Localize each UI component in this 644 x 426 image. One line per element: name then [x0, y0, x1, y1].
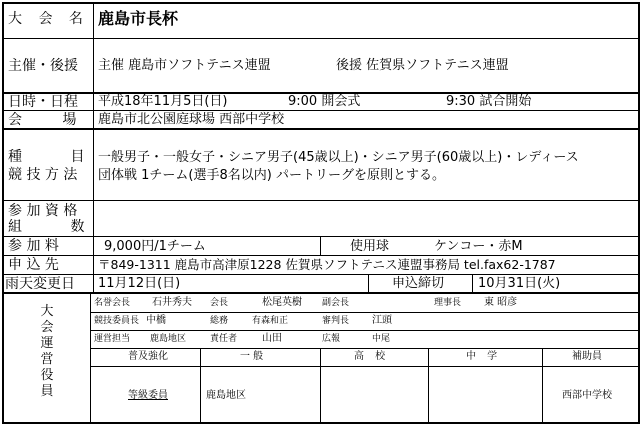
- grid-col-4: [542, 348, 543, 422]
- grid-header-general: 一 般: [240, 351, 264, 362]
- director-name: 東 昭彦: [484, 297, 518, 308]
- label-divider: [93, 2, 94, 292]
- schedule-start: 9:30 試合開始: [446, 94, 532, 109]
- venue-value: 鹿島市北公園庭球場 西部中学校: [98, 112, 285, 127]
- officials-rule-c: [90, 348, 640, 349]
- competition-chief-name: 中橋: [146, 315, 166, 326]
- grid-header-high-school: 高 校: [354, 351, 386, 362]
- events-label: 種 目: [8, 149, 85, 165]
- operations-value: 鹿島地区: [150, 334, 187, 344]
- pr-name: 中尾: [372, 334, 391, 344]
- organizer-label: 主催・後援: [8, 58, 78, 74]
- apply-label: 申 込 先: [8, 257, 59, 273]
- border-left: [2, 2, 4, 424]
- fee-label: 参 加 料: [8, 238, 59, 254]
- grid-header-assistants: 補助員: [572, 351, 602, 362]
- rain-divider: [368, 274, 369, 292]
- rule-1: [2, 38, 640, 39]
- rule-4: [2, 128, 640, 130]
- responsible-name: 山田: [262, 333, 282, 344]
- grid-header-promotion: 普及強化: [128, 351, 168, 362]
- border-right: [638, 2, 640, 424]
- grid-general-value: 鹿島地区: [206, 390, 246, 401]
- groups-label: 組 数: [8, 219, 85, 235]
- pr-label: 広報: [322, 334, 341, 344]
- officials-rule-d: [90, 366, 640, 367]
- deadline-label: 申込締切: [392, 276, 445, 291]
- border-bottom: [2, 422, 640, 424]
- rule-5: [2, 200, 640, 201]
- border-top: [2, 2, 640, 4]
- referee-chief-label: 審判長: [322, 316, 350, 326]
- rule-8: [2, 274, 640, 275]
- rule-3: [2, 110, 640, 111]
- rule-6: [2, 236, 640, 237]
- chair-label: 名誉会長: [94, 298, 131, 308]
- organizer-sponsor: 後援 佐賀県ソフトテニス連盟: [336, 58, 509, 73]
- responsible-label: 責任者: [210, 334, 238, 344]
- general-affairs-label: 総務: [210, 316, 229, 326]
- venue-label: 会 場: [8, 112, 77, 128]
- organizer-host: 主催 鹿島市ソフトテニス連盟: [98, 58, 271, 73]
- events-line2: 団体戦 1チーム(選手8名以内) パートリーグを原則とする。: [98, 168, 445, 183]
- president-name: 松尾英樹: [262, 297, 302, 308]
- general-affairs-name: 有森和正: [252, 316, 289, 326]
- grid-col-2: [320, 348, 321, 422]
- tournament-label: 大 会 名: [8, 11, 83, 27]
- grid-header-junior-high: 中 学: [466, 351, 498, 362]
- ball-value: ケンコー・赤M: [434, 239, 523, 254]
- operations-label: 運営担当: [94, 334, 131, 344]
- schedule-open: 9:00 開会式: [288, 94, 361, 109]
- tournament-name: 鹿島市長杯: [98, 9, 179, 28]
- competition-chief-label: 競技委員長: [94, 316, 140, 326]
- rain-label: 雨天変更日: [5, 276, 75, 292]
- officials-rule-b: [90, 330, 640, 331]
- president-label: 会長: [210, 298, 229, 308]
- rule-7: [2, 255, 640, 256]
- chair-name: 石井秀夫: [152, 297, 192, 308]
- officials-rule-a: [90, 312, 640, 313]
- deadline-value: 10月31日(火): [478, 276, 561, 291]
- deadline-divider: [472, 274, 473, 292]
- apply-value: 〒849-1311 鹿島市高津原1228 佐賀県ソフトテニス連盟事務局 tel.fax62-1787: [98, 257, 556, 272]
- grid-col-1: [200, 348, 201, 422]
- fee-divider: [320, 236, 321, 255]
- grid-col-3: [428, 348, 429, 422]
- rule-9: [2, 292, 640, 294]
- referee-chief-name: 江頭: [372, 315, 392, 326]
- officials-inner-left: [90, 294, 91, 422]
- schedule-date: 平成18年11月5日(日): [98, 94, 228, 109]
- grade-committee-label: 等級委員: [128, 390, 168, 401]
- director-label: 理事長: [434, 298, 462, 308]
- method-label: 競 技 方 法: [8, 167, 78, 183]
- rain-value: 11月12日(日): [98, 276, 181, 291]
- vice-president-label: 副会長: [322, 298, 350, 308]
- officials-label: 大会運営役員: [40, 304, 54, 399]
- grid-assistants-value: 西部中学校: [562, 390, 612, 401]
- schedule-label: 日時・日程: [8, 94, 78, 110]
- eligibility-label: 参 加 資 格: [8, 203, 78, 219]
- events-line1: 一般男子・一般女子・シニア男子(45歳以上)・シニア男子(60歳以上)・レディース: [98, 150, 579, 165]
- fee-value: 9,000円/1チーム: [104, 239, 206, 254]
- ball-label: 使用球: [350, 239, 390, 254]
